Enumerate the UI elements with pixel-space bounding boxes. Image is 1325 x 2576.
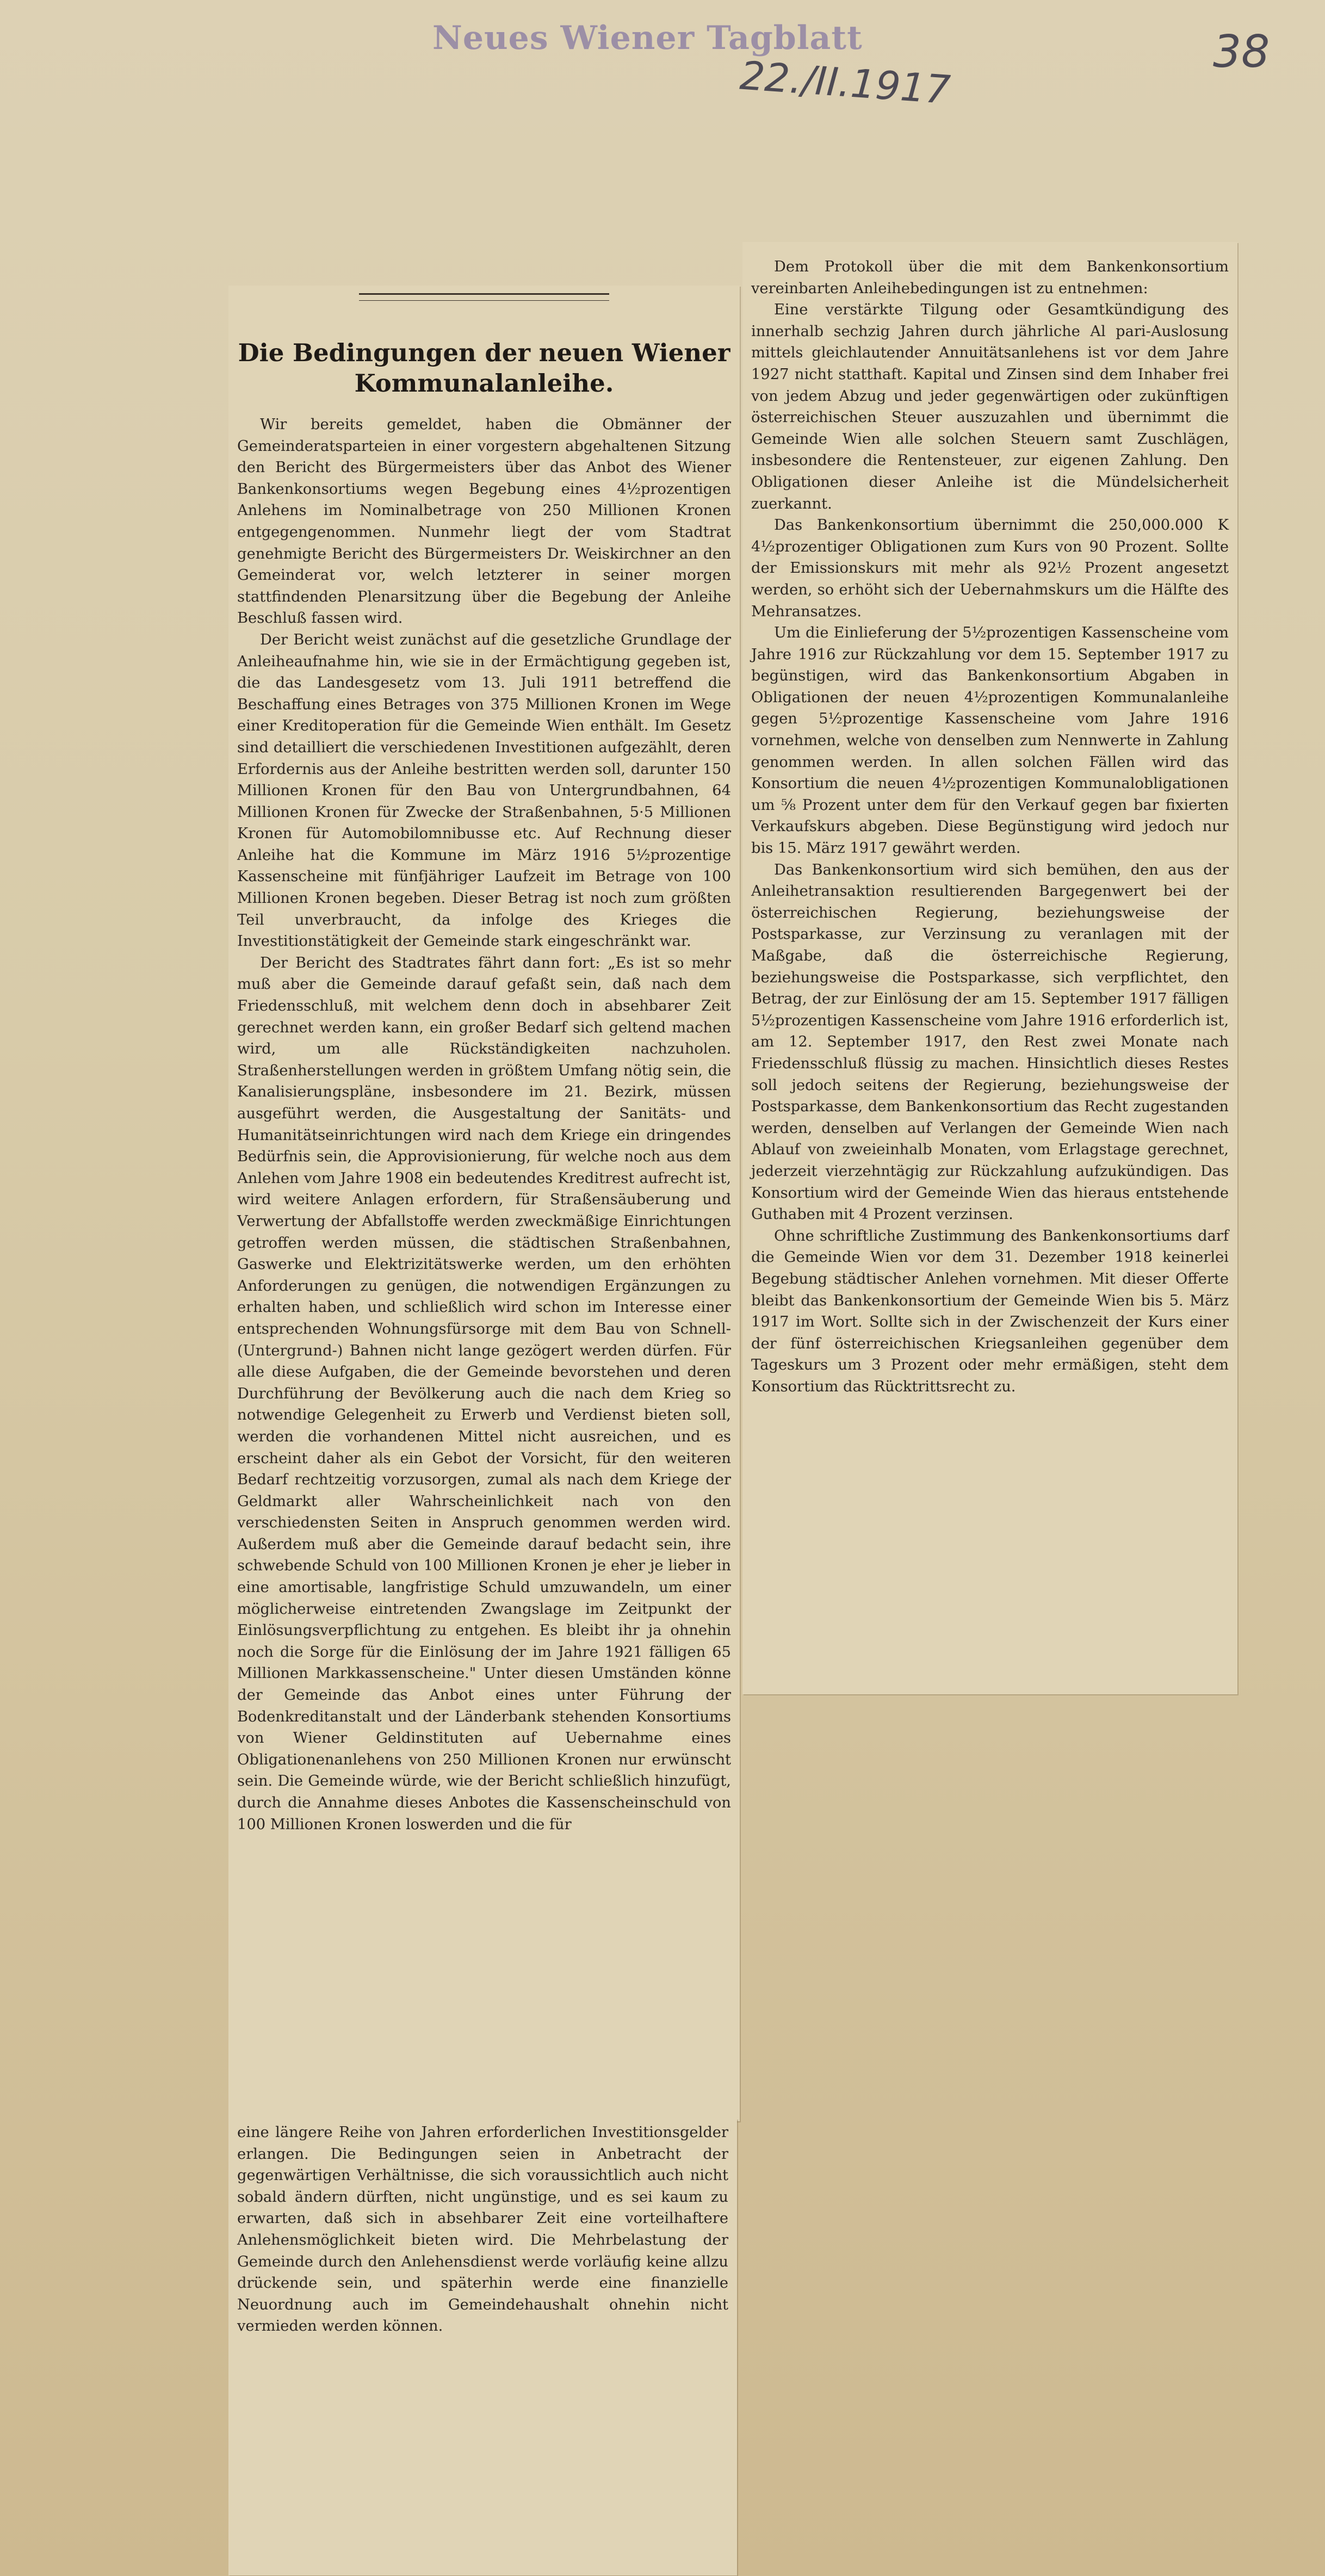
paragraph: eine längere Reihe von Jahren erforderlichen Investitionsgelder erlangen. Die Bedingungen seien in Anbetracht der gegenwärtigen Verhältnisse, die sich voraussichtlich auch nicht sobald ändern dürften, nicht ungünstige, und es sei kaum zu erwarten, daß sich in absehbarer Zeit eine vorteilhaftere Anlehensmöglichkeit bieten wird. Die Mehrbelastung der Gemeinde durch den Anlehensdienst werde vorläufig keine allzu drückende sein, und späterhin werde eine finanzielle Neuordnung auch im Gemeindehaushalt ohnehin nicht vermieden werden können. [237, 2124, 728, 2335]
newspaper-title: Neues Wiener Tagblatt [432, 19, 863, 57]
paragraph: Der Bericht weist zunächst auf die gesetzliche Grundlage der Anleiheaufnahme hin, wie sie in der Ermächtigung gegeben ist, die das Landesgesetz vom 13. Juli 1911 betreffend die Beschaffung eines Betrages von 375 Millionen Kronen im Wege einer Kreditoperation für die Gemeinde Wien enthält. Im Gesetz sind detailliert die verschiedenen Investitionen aufgezählt, deren Erfordernis aus der Anleihe bestritten werden soll, darunter 150 Millionen Kronen für den Bau von Untergrundbahnen, 64 Millionen Kronen für Zwecke der Straßenbahnen, 5·5 Millionen Kronen für Automobilomnibusse etc. Auf Rechnung dieser Anleihe hat die Kommune im März 1916 5½prozentige Kassenscheine mit fünfjähriger Laufzeit im Betrage von 100 Millionen Kronen begeben. Dieser Betrag ist noch zum größten Teil unverbraucht, da infolge des Krieges die Investitionstätigkeit der Gemeinde stark eingeschränkt war. [237, 631, 731, 950]
paragraph: Um die Einlieferung der 5½prozentigen Kassenscheine vom Jahre 1916 zur Rückzahlung vor dem 15. September 1917 zu begünstigen, wird das Bankenkonsortium Abgaben in Obligationen der neuen 4½prozentigen Kommunalanleihe gegen 5½prozentige Kassenscheine vom Jahre 1916 vornehmen, welche von denselben zum Nennwerte in Zahlung genommen werden. In allen solchen Fällen wird das Konsortium die neuen 4½prozentigen Kommunalobligationen um ⅝ Prozent unter dem für den Verkauf gegen bar fixierten Verkaufskurs abgeben. Diese Begünstigung wird jedoch nur bis 15. März 1917 gewährt werden. [751, 624, 1229, 857]
clipping-left-top [228, 286, 740, 2121]
paragraph: Das Bankenkonsortium übernimmt die 250,000.000 K 4½prozentiger Obligationen zum Kurs von 90 Prozent. Sollte der Emissionskurs mit mehr als 92½ Prozent angesetzt werden, so erhöht sich der Uebernahmskurs um die Hälfte des Mehransatzes. [751, 517, 1229, 620]
left-column-text [228, 408, 740, 1835]
handwritten-page-number: 38 [1213, 26, 1270, 78]
paragraph: Der Bericht des Stadtrates fährt dann fort: „Es ist so mehr muß aber die Gemeinde darauf gefaßt sein, daß nach dem Friedensschluß, mit welchem denn doch in absehbarer Zeit gerechnet werden kann, ein großer Bedarf sich geltend machen wird, um alle Rückständigkeiten nachzuholen. Straßenherstellungen werden in größtem Umfang nötig sein, die Kanalisierungspläne, insbesondere im 21. Bezirk, müssen ausgeführt werden, die Ausgestaltung der Sanitäts- und Humanitätseinrichtungen wird nach dem Kriege ein dringendes Bedürfnis sein, die Approvisionierung, für welche noch aus dem Anlehen vom Jahre 1908 ein bedeutendes Kreditrest aufrecht ist, wird weitere Anlagen erfordern, für Straßensäuberung und Verwertung der Abfallstoffe werden zweckmäßige Einrichtungen getroffen werden müssen, die städtischen Straßenbahnen, Gaswerke und Elektrizitätswerke werden, um den erhöhten Anforderungen zu genügen, die notwendigen Ergänzungen zu erhalten haben, und schließlich wird schon im Interesse einer entsprechenden Wohnungsfürsorge mit dem Bau von Schnell- (Untergrund-) Bahnen nicht lange gezögert werden dürfen. Für alle diese Aufgaben, die der Gemeinde bevorstehen und deren Durchführung der Bevölkerung auch die nach dem Krieg so notwendige Gelegenheit zu Erwerb und Verdienst bieten soll, werden die vorhandenen Mittel nicht ausreichen, und es erscheint daher als ein Gebot der Vorsicht, für den weiteren Bedarf rechtzeitig vorzusorgen, zumal als nach dem Kriege der Geldmarkt aller Wahrscheinlichkeit nach von den verschiedensten Seiten in Anspruch genommen werden wird. Außerdem muß aber die Gemeinde darauf bedacht sein, ihre schwebende Schuld von 100 Millionen Kronen je eher je lieber in eine amortisable, langfristige Schuld umzuwandeln, um einer möglicherweise eintretenden Zwangslage im Zeitpunkt der Einlösungsverpflichtung zu entgehen. Es bleibt ihr ja ohnehin noch die Sorge für die Einlösung der im Jahre 1921 fälligen 65 Millionen Markkassenscheine." Unter diesen Umständen könne der Gemeinde das Anbot eines unter Führung der Bodenkreditanstalt und der Länderbank stehenden Konsortiums von Wiener Geldinstituten auf Uebernahme eines Obligationenanlehens von 250 Millionen Kronen nur erwünscht sein. Die Gemeinde würde, wie der Bericht schließlich hinzufügt, durch die Annahme dieses Anbotes die Kassenscheinschuld von 100 Millionen Kronen loswerden und die für [237, 954, 731, 1833]
paragraph: Dem Protokoll über die mit dem Bankenkonsortium vereinbarten Anleihebedingungen ist zu entnehmen: [751, 258, 1229, 297]
article-headline: Die Bedingungen der neuen Wiener Kommunalanleihe. [238, 338, 730, 398]
paragraph: Das Bankenkonsortium wird sich bemühen, den aus der Anleihetransaktion resultierenden Bargegenwert bei der österreichischen Regierung, beziehungsweise der Postsparkasse, zur Verzinsung zu veranlagen mit der Maßgabe, daß die österreichische Regierung, beziehungsweise die Postsparkasse, sich verpflichtet, den Betrag, der zur Einlösung der am 15. September 1917 fälligen 5½prozentigen Kassenscheine vom Jahre 1916 erforderlich ist, am 12. September 1917, den Rest zwei Monate nach Friedensschluß flüssig zu machen. Hinsichtlich dieses Restes soll jedoch seitens der Regierung, beziehungsweise der Postsparkasse, dem Bankenkonsortium das Recht zugestanden werden, denselben auf Verlangen der Gemeinde Wien nach Ablauf von zweieinhalb Monaten, vom Erlagstage gerechnet, jederzeit vierzehntägig zur Rückzahlung aufzukündigen. Das Konsortium wird der Gemeinde Wien das hieraus entstehende Guthaben mit 4 Prozent verzinsen. [751, 861, 1229, 1223]
headline-rule [359, 293, 609, 301]
paragraph: Eine verstärkte Tilgung oder Gesamtkündigung des innerhalb sechzig Jahren durch jährliche Al pari-Auslosung mittels gleichlautender Annuitätsanlehens ist vor dem Jahre 1927 nicht statthaft. Kapital und Zinsen sind dem Inhaber frei von jedem Abzug und jeder gegenwärtigen oder zukünftigen österreichischen Steuer auszuzahlen und übernimmt die Gemeinde Wien alle solchen Steuern samt Zuschlägen, insbesondere die Rentensteuer, zur eigenen Zahlung. Den Obligationen dieser Anleihe ist die Mündelsicherheit zuerkannt. [751, 301, 1229, 512]
left-column-continuation [228, 2119, 737, 2337]
clipping-right [742, 242, 1237, 1694]
right-column-text [742, 242, 1237, 1397]
paragraph: Wir bereits gemeldet, haben die Obmänner der Gemeinderatsparteien in einer vorgestern abgehaltenen Sitzung den Bericht des Bürgermeisters über das Anbot des Wiener Bankenkonsortiums wegen Begebung eines 4½prozentigen Anlehens im Nominalbetrage von 250 Millionen Kronen entgegengenommen. Nunmehr liegt der vom Stadtrat genehmigte Bericht des Bürgermeisters Dr. Weiskirchner an den Gemeinderat vor, welch letzterer in seiner morgen stattfindenden Plenarsitzung über die Begebung der Anleihe Beschluß fassen wird. [237, 416, 731, 627]
paragraph: Ohne schriftliche Zustimmung des Bankenkonsortiums darf die Gemeinde Wien vor dem 31. Dezember 1918 keinerlei Begebung städtischer Anlehen vornehmen. Mit dieser Offerte bleibt das Bankenkonsortium der Gemeinde Wien bis 5. März 1917 im Wort. Sollte sich in der Zwischenzeit der Kurs einer der fünf österreichischen Kriegsanleihen gegenüber dem Tageskurs um 3 Prozent oder mehr ermäßigen, steht dem Konsortium das Rücktrittsrecht zu. [751, 1227, 1229, 1395]
handwritten-date: 22./II.1917 [738, 52, 952, 113]
clipping-left-bottom [228, 2119, 737, 2575]
